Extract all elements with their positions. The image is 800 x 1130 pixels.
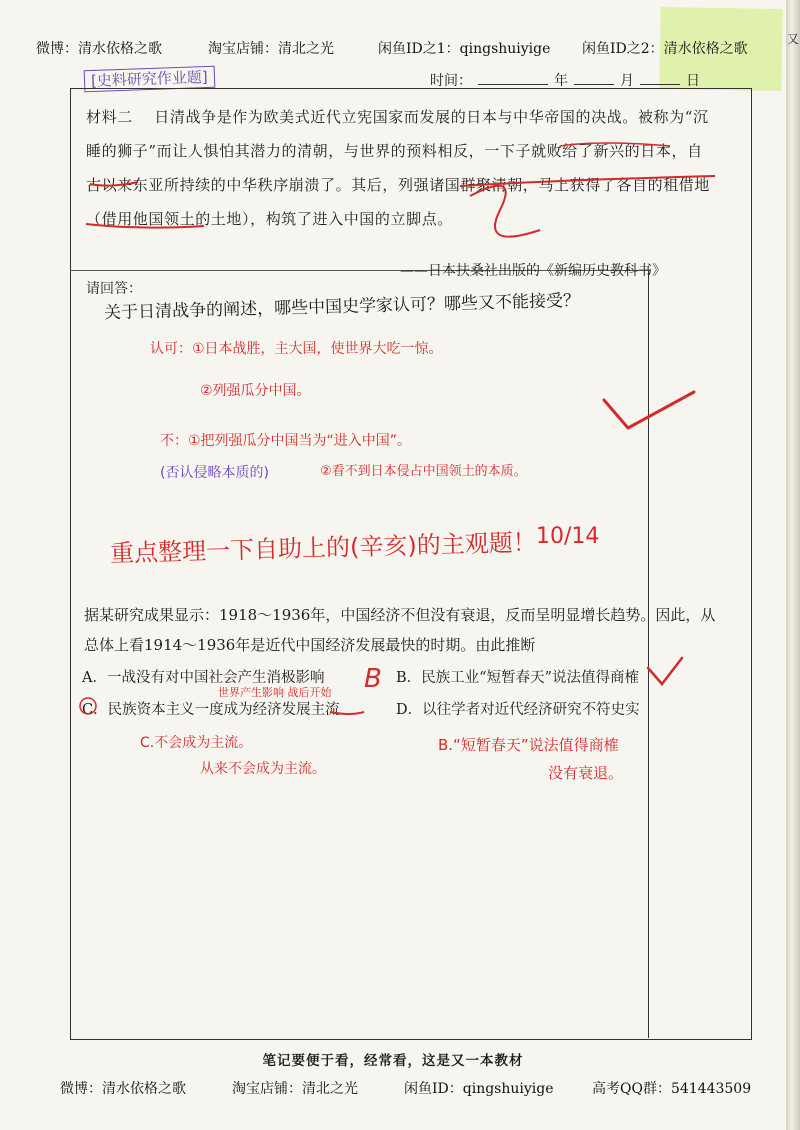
watermark-taobao: 淘宝店铺：清北之光 xyxy=(208,41,334,57)
underline-leased xyxy=(86,224,204,228)
answer-check-icon xyxy=(648,658,682,684)
spine-char: 又 xyxy=(786,32,799,46)
underline-mainstream xyxy=(330,712,364,714)
material-source: ——日本扶桑社出版的《新编历史教科书》 xyxy=(400,263,666,279)
footer-note: 笔记要便于看，经常看，这是又一本教材 xyxy=(262,1053,524,1069)
subject-tag: [史料研究作业题] xyxy=(84,66,215,93)
score-mark: 10/14 xyxy=(536,524,600,549)
date-year: 年 xyxy=(554,73,568,89)
check-mark xyxy=(604,392,694,428)
answer-prompt: 请回答： xyxy=(86,281,142,297)
date-day: 日 xyxy=(686,73,700,89)
date-label: 时间： xyxy=(430,73,472,89)
notebook-spine xyxy=(786,0,800,1130)
underline-japan xyxy=(90,182,138,186)
material-label: 材料二 xyxy=(86,108,133,126)
handwritten-agree-1: 认可：①日本战胜，主大国，使世界大吃一惊。 xyxy=(150,341,443,357)
watermark-xianyu-bottom: 闲鱼ID：qingshuiyige xyxy=(404,1081,554,1097)
circle-option-c xyxy=(80,698,96,714)
handwritten-note-b-1: B.“短暂春天”说法值得商榷 xyxy=(438,736,619,754)
option-c: C．民族资本主义一度成为经济发展主流 xyxy=(82,702,340,718)
watermark-xianyu-1: 闲鱼ID之1：qingshuiyige xyxy=(378,41,551,57)
watermark-taobao-bottom: 淘宝店铺：清北之光 xyxy=(232,1081,358,1097)
watermark-weibo: 微博：清水依格之歌 xyxy=(36,41,162,57)
question-2-stem: 据某研究成果显示：1918～1936年，中国经济不但没有衰退，反而呈明显增长趋势。因此，从总体上看1914～1936年是近代中国经济发展最快的时期。由此推断 xyxy=(84,606,716,654)
watermark-xianyu-2: 闲鱼ID之2：清水依格之歌 xyxy=(582,41,748,57)
handwritten-agree-2: ②列强瓜分中国。 xyxy=(200,383,311,399)
handwritten-note-c-2: 从来不会成为主流。 xyxy=(200,761,326,777)
option-a: A．一战没有对中国社会产生消极影响 xyxy=(82,670,325,686)
handwritten-question: 关于日清战争的阐述，哪些中国史学家认可？哪些又不能接受？ xyxy=(103,290,581,324)
option-d: D．以往学者对近代经济研究不符史实 xyxy=(396,702,640,718)
handwritten-note-c-1: C.不会成为主流。 xyxy=(140,735,253,751)
underline-powers xyxy=(460,176,715,186)
handwritten-note-b-2: 没有衰退。 xyxy=(548,764,624,782)
handwritten-reminder: 重点整理一下自助上的(辛亥)的主观题！ xyxy=(109,528,538,568)
material-text: 日清战争是作为欧美式近代立宪国家而发展的日本与中华帝国的决战。被称为“沉睡的狮子”而让人惧怕其潜力的清朝，与世界的预料相反，一下子就败给了新兴的日本，自古以来东亚所持续的中华秩序崩溃了。其后，列强诸国群聚清朝，马上获得了各自的租借地（借用他国领土的土地），构筑了进入中国的立脚点。 xyxy=(86,108,711,228)
watermark-weibo-bottom: 微博：清水依格之歌 xyxy=(60,1081,186,1097)
annotation-arrow xyxy=(470,186,540,237)
date-month: 月 xyxy=(620,73,634,89)
handwritten-disagree-1: 不：①把列强瓜分中国当为“进入中国”。 xyxy=(160,433,412,449)
option-b: B．民族工业“短暂春天”说法值得商榷 xyxy=(396,670,639,686)
handwritten-disagree-2: ②看不到日本侵占中国领土的本质。 xyxy=(320,464,527,479)
underline-sudden-defeat xyxy=(560,143,670,146)
handwritten-note-a: 世界产生影响 战后开始 xyxy=(218,686,332,699)
handwritten-disagree-note: (否认侵略本质的) xyxy=(160,465,269,481)
handwritten-answer: B xyxy=(364,664,382,694)
watermark-qq-group: 高考QQ群：541443509 xyxy=(592,1081,752,1097)
